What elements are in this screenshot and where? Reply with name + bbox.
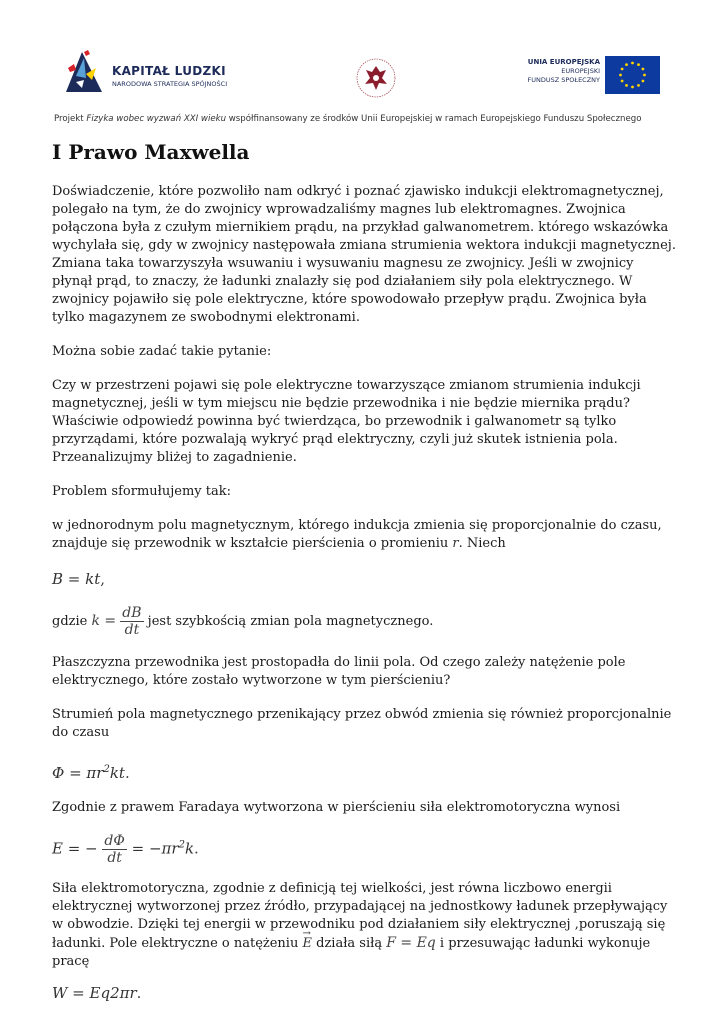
- e-vector: → E: [302, 935, 312, 953]
- paragraph-problem-lead: Problem sformułujemy tak:: [52, 484, 231, 499]
- project-suffix: współfinansowany ze środków Unii Europejskiej w ramach Europejskiego Funduszu Społecznego: [226, 114, 642, 124]
- work-equation-tail: .: [136, 984, 142, 1002]
- paragraph-intro: Doświadczenie, które pozwoliło nam odkryć i poznać zjawisko indukcji elektromagnetycznej, polegało na tym, że do zwojnicy wprowadzaliśmy magnes lub elektromagnes. Zwojnica połączona była z czułym miernikiem prądu, na przykład galwanometrem. którego wskazówka wychylała się, gdy w zwojnicy następowała zmiana strumienia wektora indukcji magnetycznej. Zmiana taka towarzyszyła wsuwaniu i wysuwaniu magnesu ze zwojnicy. Jeśli w zwojnicy płynął prąd, to znaczy, że ładunki znalazły się pod działaniem siły pola elektrycznego. W zwojnicy pojawiło się pole elektryczne, które spowodowało przepływ prądu. Zwojnica była tylko magazynem ze swobodnymi elektronami.: [52, 184, 676, 325]
- equation-b-kt-body: B = kt: [52, 570, 101, 588]
- emf-rhs: = −πr: [131, 839, 179, 858]
- emf-numerator: dΦ: [104, 833, 125, 849]
- emf-definition-mid: działa siłą: [311, 936, 387, 951]
- paragraph-question-lead: Można sobie zadać takie pytanie:: [52, 344, 272, 359]
- paragraph-faraday: Zgodnie z prawem Faradaya wytworzona w pierścieniu siła elektromotoryczna wynosi: [52, 800, 621, 815]
- flux-lhs: Φ = πr: [52, 764, 104, 782]
- emf-lhs: E = −: [52, 839, 98, 858]
- equation-work: [52, 981, 677, 1005]
- paragraph-emf-definition: [52, 880, 677, 971]
- emf-definition-text: Siła elektromotoryczna, zgodnie z definicją tej wielkości, jest równa liczbowo energii elektrycznej wytworzonej przez źródło, przypadającej na jednostkowy ładunek przepływający w obwodzie. Dzięki tej energii w przewodniku pod działaniem siły elektrycznej ,poruszają się ładunki. Pole elektryczne o natężeniu: [52, 881, 668, 951]
- eu-name: UNIA EUROPEJSKA: [527, 58, 600, 66]
- fraction-denominator: dt: [124, 622, 140, 638]
- force-equation: F = Eq: [386, 935, 436, 951]
- project-name: Fizyka wobec wyzwań XXI wieku: [86, 114, 227, 124]
- kapital-ludzki-logo: [62, 48, 252, 96]
- problem-text: w jednorodnym polu magnetycznym, którego indukcja zmienia się proporcjonalnie do czasu, znajduje się przewodnik w kształcie pierścienia o promieniu: [52, 518, 662, 551]
- equation-b-kt: [52, 567, 677, 591]
- flux-tail: .: [124, 764, 130, 782]
- page-header: [0, 0, 725, 135]
- emf-tail: .: [194, 839, 199, 858]
- paragraph-problem: [52, 517, 677, 553]
- problem-text-end: . Niech: [458, 536, 506, 551]
- page-title: I Prawo Maxwella: [52, 140, 250, 164]
- project-caption: [54, 114, 674, 124]
- emf-rhs-k: k: [184, 839, 195, 858]
- eu-fund-logo: [515, 56, 665, 96]
- eu-flag-icon: [605, 56, 660, 94]
- flux-rhs: kt: [109, 764, 125, 782]
- emf-denominator: dt: [107, 850, 122, 866]
- kapital-ludzki-title: KAPITAŁ LUDZKI: [112, 64, 226, 78]
- project-prefix: Projekt: [54, 114, 87, 124]
- equation-emf: [52, 833, 677, 866]
- dphi-dt-fraction: [102, 833, 126, 866]
- k-definition-lead: gdzie: [52, 614, 92, 629]
- emf-exponent: 2: [178, 839, 185, 851]
- article-content: [52, 138, 677, 1019]
- paragraph-k-definition: [52, 605, 677, 638]
- paragraph-question: Czy w przestrzeni pojawi się pole elektryczne towarzyszące zmianom strumienia indukcji magnetycznej, jeśli w tym miejscu nie będzie przewodnika i nie będzie miernika prądu? Właściwie odpowiedź powinna być twierdząca, bo przewodnik i galwanometr są tylko przyrządami, które pozwalają wykryć prąd elektryczny, czyli już skutek istnienia pola. Przeanalizujmy bliżej to zagadnienie.: [52, 378, 641, 465]
- kapital-ludzki-mark-icon: [62, 48, 108, 94]
- fraction-numerator: dB: [122, 605, 142, 621]
- eu-fund-line2: FUNDUSZ SPOŁECZNY: [527, 76, 600, 84]
- dB-dt-fraction: [120, 605, 143, 638]
- equation-flux: [52, 758, 677, 785]
- radius-variable: r: [452, 536, 459, 551]
- work-equation-body: W = Eq2πr: [52, 984, 137, 1002]
- emf-definition-end: i przesuwając ładunki wykonuje pracę: [52, 936, 651, 969]
- k-fraction-lhs: k =: [91, 613, 117, 629]
- paragraph-flux: Strumień pola magnetycznego przenikający przez obwód zmienia się również proporcjonalnie do czasu: [52, 707, 672, 740]
- k-definition-tail: jest szybkością zmian pola magnetycznego.: [143, 614, 434, 629]
- eu-fund-line1: EUROPEJSKI: [561, 67, 600, 75]
- kapital-ludzki-subtitle: NARODOWA STRATEGIA SPÓJNOŚCI: [112, 80, 228, 88]
- paragraph-plane: Płaszczyzna przewodnika jest prostopadła do linii pola. Od czego zależy natężenie pole elektrycznego, które zostało wytworzone w tym pierścieniu?: [52, 655, 626, 688]
- flux-exponent: 2: [103, 764, 110, 775]
- equation-b-kt-tail: ,: [100, 570, 106, 588]
- university-seal-icon: [354, 54, 398, 102]
